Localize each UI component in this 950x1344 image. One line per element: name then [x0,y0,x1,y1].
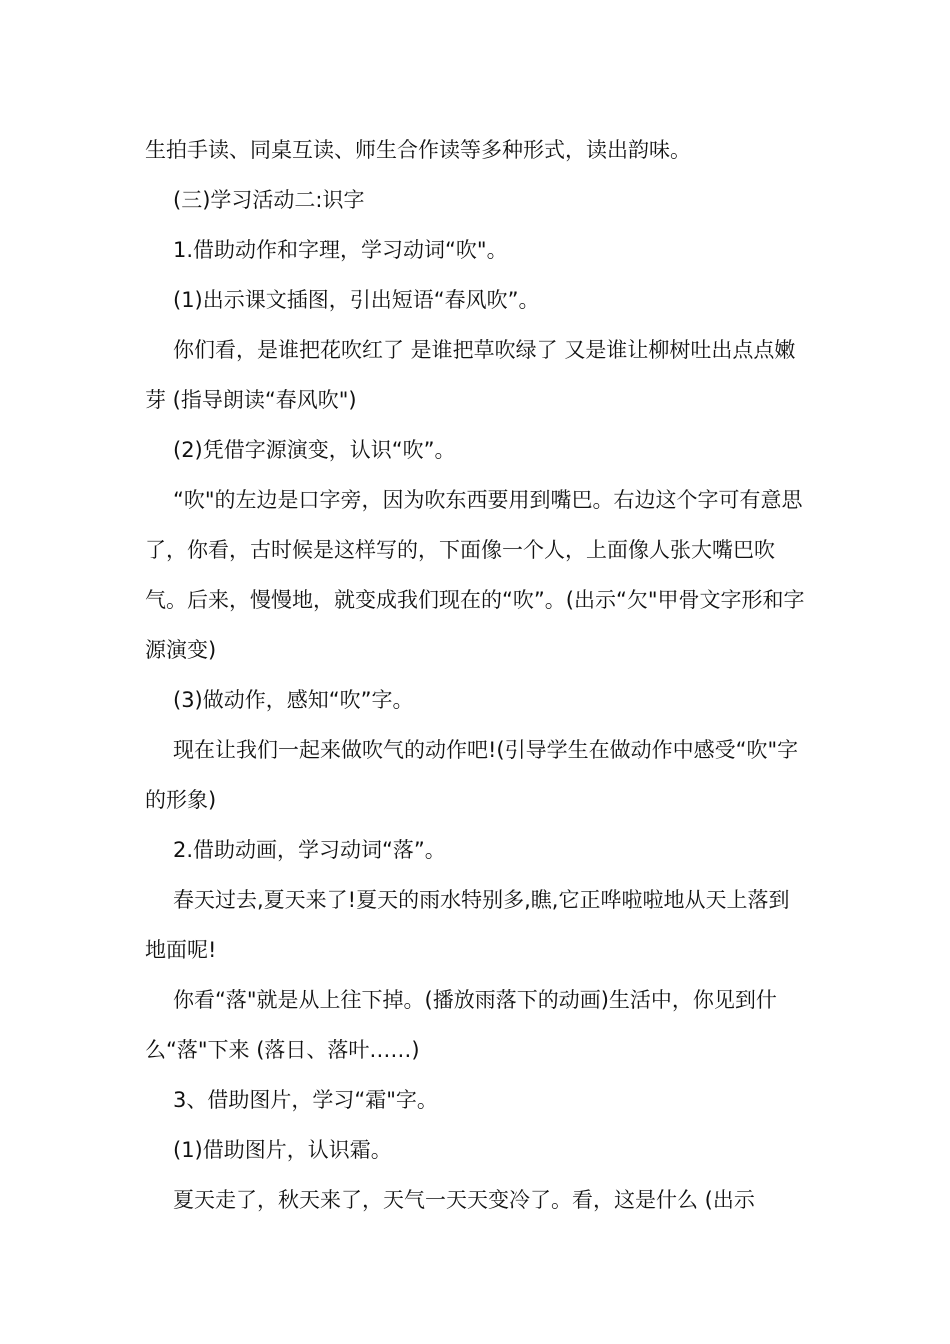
paragraph-autumn: 夏天走了，秋天来了，天气一天天变冷了。看，这是什么 (出示 [173,1188,755,1212]
subheading-learn-chui: 1.借助动作和字理，学习动词“吹"。 [173,238,508,262]
subheading-learn-luo: 2.借助动画，学习动词“落”。 [173,838,446,862]
heading-activity-two: (三)学习活动二:识字 [173,188,365,212]
paragraph-chui-origin: “吹"的左边是口字旁，因为吹东西要用到嘴巴。右边这个字可有意思了，你看，古时候是这样写的，下面像一个人，上面像人张大嘴巴吹气。后来，慢慢地，就变成我们现在的“吹”。(出示“欠"甲骨文字形和字源演变) [145,488,805,662]
paragraph-summer-rain: 春天过去,夏天来了!夏天的雨水特别多,瞧,它正哗啦啦地从天上落到地面呢! [145,888,790,962]
paragraph-step-3: (3)做动作，感知“吹”字。 [173,688,414,712]
paragraph-luo-meaning: 你看“落"就是从上往下掉。(播放雨落下的动画)生活中，你见到什么“落"下来 (落日、落叶……) [145,988,777,1062]
paragraph-do-action: 现在让我们一起来做吹气的动作吧!(引导学生在做动作中感受“吹"字的形象) [145,738,799,812]
paragraph-shuang-step-1: (1)借助图片，认识霜。 [173,1138,392,1162]
subheading-learn-shuang: 3、借助图片，学习“霜"字。 [173,1088,438,1112]
document-body [145,125,810,1225]
paragraph-intro-tail: 生拍手读、同桌互读、师生合作读等多种形式，读出韵味。 [145,138,691,162]
paragraph-step-1: (1)出示课文插图，引出短语“春风吹”。 [173,288,540,312]
paragraph-who-blew: 你们看，是谁把花吹红了 是谁把草吹绿了 又是谁让柳树吐出点点嫩芽 (指导朗读“春风吹") [145,338,796,412]
paragraph-step-2: (2)凭借字源演变，认识“吹”。 [173,438,456,462]
